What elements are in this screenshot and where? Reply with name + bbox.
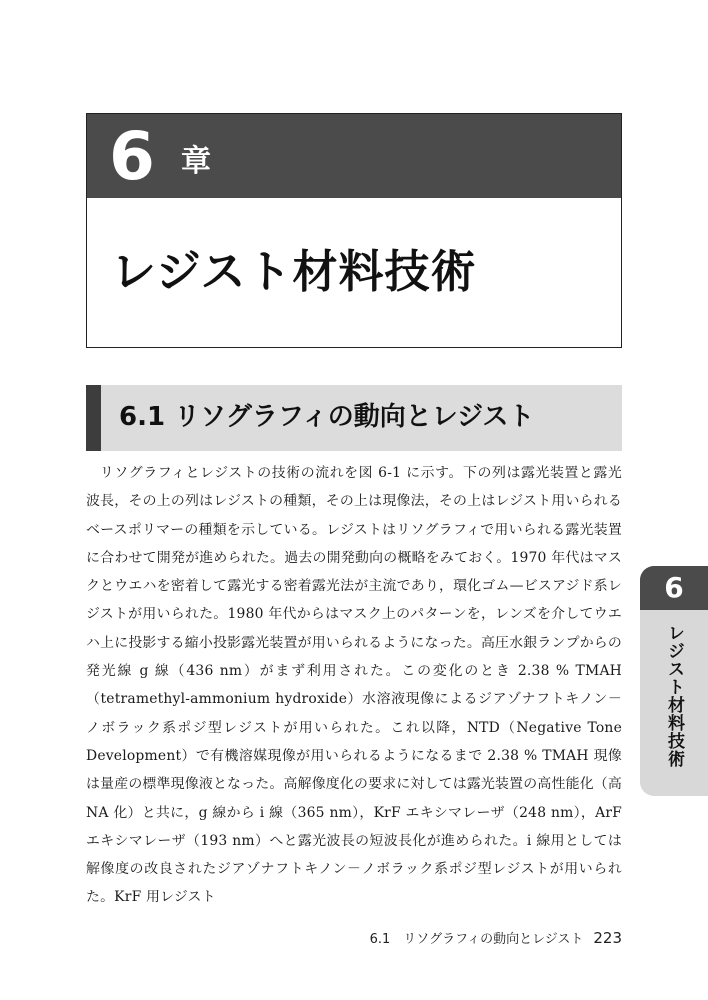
running-head: 6.1 リソグラフィの動向とレジスト (369, 932, 584, 947)
section-heading (86, 385, 622, 451)
section-title: 6.1 リソグラフィの動向とレジスト (119, 402, 535, 432)
side-tab-number: 6 (664, 571, 684, 604)
page-footer (360, 928, 622, 947)
body-paragraph: リソグラフィとレジストの技術の流れを図 6-1 に示す。下の列は露光装置と露光波長，その上の列はレジストの種類，その上は現像法，その上はレジスト用いられるベースポリマーの種類を示している。レジストはリソグラフィで用いられる露光装置に合わせて開発が進められた。過去の開発動向の概略をみておく。1970 年代はマスクとウエハを密着して露光する密着露光法が主流であり，環化ゴム—ビスアジド系レジストが用いられた。1980 年代からはマスク上のパターンを，レンズを介してウエハ上に投影する縮小投影露光装置が用いられるようになった。高圧水銀ランプからの発光線 g 線（436 nm）がまず利用された。この変化のとき 2.38 % TMAH（tetramethyl-ammonium hydroxide）水溶液現像によるジアゾナフトキノン－ノボラック系ポジ型レジストが用いられた。これ以降，NTD（Negative Tone Development）で有機溶媒現像が用いられるようになるまで 2.38 % TMAH 現像は量産の標準現像液となった。高解像度化の要求に対しては露光装置の高性能化（高 NA 化）と共に，g 線から i 線（365 nm），KrF エキシマレーザ（248 nm），ArF エキシマレーザ（193 nm）へと露光波長の短波長化が進められた。i 線用としては解像度の改良されたジアゾナフトキノン－ノボラック系ポジ型レジストが用いられた。KrF 用レジスト (86, 465, 622, 906)
chapter-number-band (87, 114, 621, 198)
chapter-title: レジスト材料技術 (111, 245, 477, 298)
side-tab-number-box (640, 566, 708, 610)
body-text (86, 459, 622, 912)
side-tab-label: レジスト材料技術 (664, 624, 684, 768)
chapter-number: 6 (109, 118, 155, 195)
page-number: 223 (593, 929, 622, 947)
chapter-label: 章 (181, 144, 211, 179)
chapter-header (86, 113, 622, 348)
chapter-side-tab (640, 566, 708, 796)
section-accent-bar (86, 385, 101, 451)
